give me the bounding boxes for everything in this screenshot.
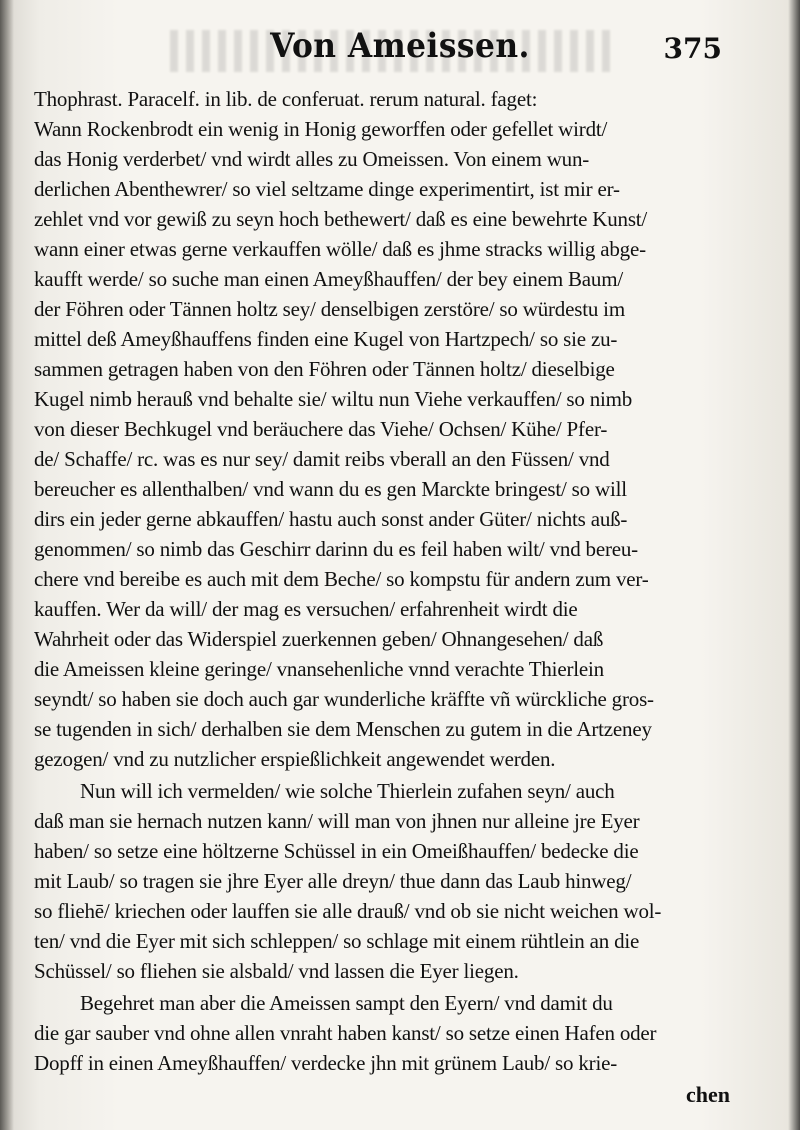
text-line: das Honig verderbet/ vnd wirdt alles zu Omeissen. Von einem wun- <box>34 147 590 171</box>
text-line: bereucher es allenthalben/ vnd wann du es gen Marckte bringest/ so will <box>34 477 627 501</box>
text-line: seyndt/ so haben sie doch auch gar wunderliche kräffte vñ würckliche gros- <box>34 687 654 711</box>
text-line: genommen/ so nimb das Geschirr darinn du es feil haben wilt/ vnd bereu- <box>34 537 638 561</box>
text-line: Schüssel/ so fliehen sie alsbald/ vnd lassen die Eyer liegen. <box>34 959 519 983</box>
page-number: 375 <box>663 32 722 65</box>
text-line: kaufft werde/ so suche man einen Ameyßhauffen/ der bey einem Baum/ <box>34 267 624 291</box>
text-line: de/ Schaffe/ rc. was es nur sey/ damit reibs vberall an den Füssen/ vnd <box>34 447 610 471</box>
text-line: so fliehē/ kriechen oder lauffen sie alle drauß/ vnd ob sie nicht weichen wol- <box>34 899 662 923</box>
catchword: chen <box>686 1082 730 1107</box>
text-line: dirs ein jeder gerne abkauffen/ hastu auch sonst ander Güter/ nichts auß- <box>34 507 628 531</box>
text-line: Thophrast. Paracelf. in lib. de conferuat. rerum natural. faget: <box>34 87 538 111</box>
page-right-edge-shadow <box>788 0 800 1130</box>
text-line: chere vnd bereibe es auch mit dem Beche/ so kompstu für andern zum ver- <box>34 567 649 591</box>
text-line: von dieser Bechkugel vnd beräuchere das Viehe/ Ochsen/ Kühe/ Pfer- <box>34 417 608 441</box>
text-line: kauffen. Wer da will/ der mag es versuchen/ erfahrenheit wirdt die <box>34 597 578 621</box>
text-line: die gar sauber vnd ohne allen vnraht haben kanst/ so setze einen Hafen oder <box>34 1021 657 1045</box>
page-title: Von Ameissen. <box>270 26 530 66</box>
text-line: wann einer etwas gerne verkauffen wölle/ daß es jhme stracks willig abge- <box>34 237 646 261</box>
text-line: Kugel nimb herauß vnd behalte sie/ wiltu nun Viehe verkauffen/ so nimb <box>34 387 633 411</box>
text-line: Begehret man aber die Ameissen sampt den Eyern/ vnd damit du <box>80 991 613 1015</box>
text-line: der Föhren oder Tännen holtz sey/ denselbigen zerstöre/ so würdestu im <box>34 297 625 321</box>
page-header <box>0 18 800 78</box>
text-line: se tugenden in sich/ derhalben sie dem Menschen zu gutem in die Artzeney <box>34 717 652 741</box>
text-line: Nun will ich vermelden/ wie solche Thierlein zufahen seyn/ auch <box>80 779 615 803</box>
text-line: Dopff in einen Ameyßhauffen/ verdecke jhn mit grünem Laub/ so krie- <box>34 1051 617 1075</box>
text-line: daß man sie hernach nutzen kann/ will man von jhnen nur alleine jre Eyer <box>34 809 640 833</box>
text-line: zehlet vnd vor gewiß zu seyn hoch bethewert/ daß es eine bewehrte Kunst/ <box>34 207 648 231</box>
text-line: mittel deß Ameyßhauffens finden eine Kugel von Hartzpech/ so sie zu- <box>34 327 618 351</box>
text-line: ten/ vnd die Eyer mit sich schleppen/ so schlage mit einem rühtlein an die <box>34 929 640 953</box>
text-line: Wahrheit oder das Widerspiel zuerkennen geben/ Ohnangesehen/ daß <box>34 627 604 651</box>
text-line: haben/ so setze eine höltzerne Schüssel in ein Omeißhauffen/ bedecke die <box>34 839 639 863</box>
text-line: sammen getragen haben von den Föhren oder Tännen holtz/ dieselbige <box>34 357 615 381</box>
text-line: Wann Rockenbrodt ein wenig in Honig geworffen oder gefellet wirdt/ <box>34 117 608 141</box>
text-line: gezogen/ vnd zu nutzlicher erspießlichkeit angewendet werden. <box>34 747 556 771</box>
text-line: die Ameissen kleine geringe/ vnansehenliche vnnd verachte Thierlein <box>34 657 604 681</box>
body-text <box>34 84 746 1078</box>
page-left-edge-shadow <box>0 0 14 1130</box>
text-line: mit Laub/ so tragen sie jhre Eyer alle dreyn/ thue dann das Laub hinweg/ <box>34 869 632 893</box>
text-line: derlichen Abenthewrer/ so viel seltzame dinge experimentirt, ist mir er- <box>34 177 620 201</box>
